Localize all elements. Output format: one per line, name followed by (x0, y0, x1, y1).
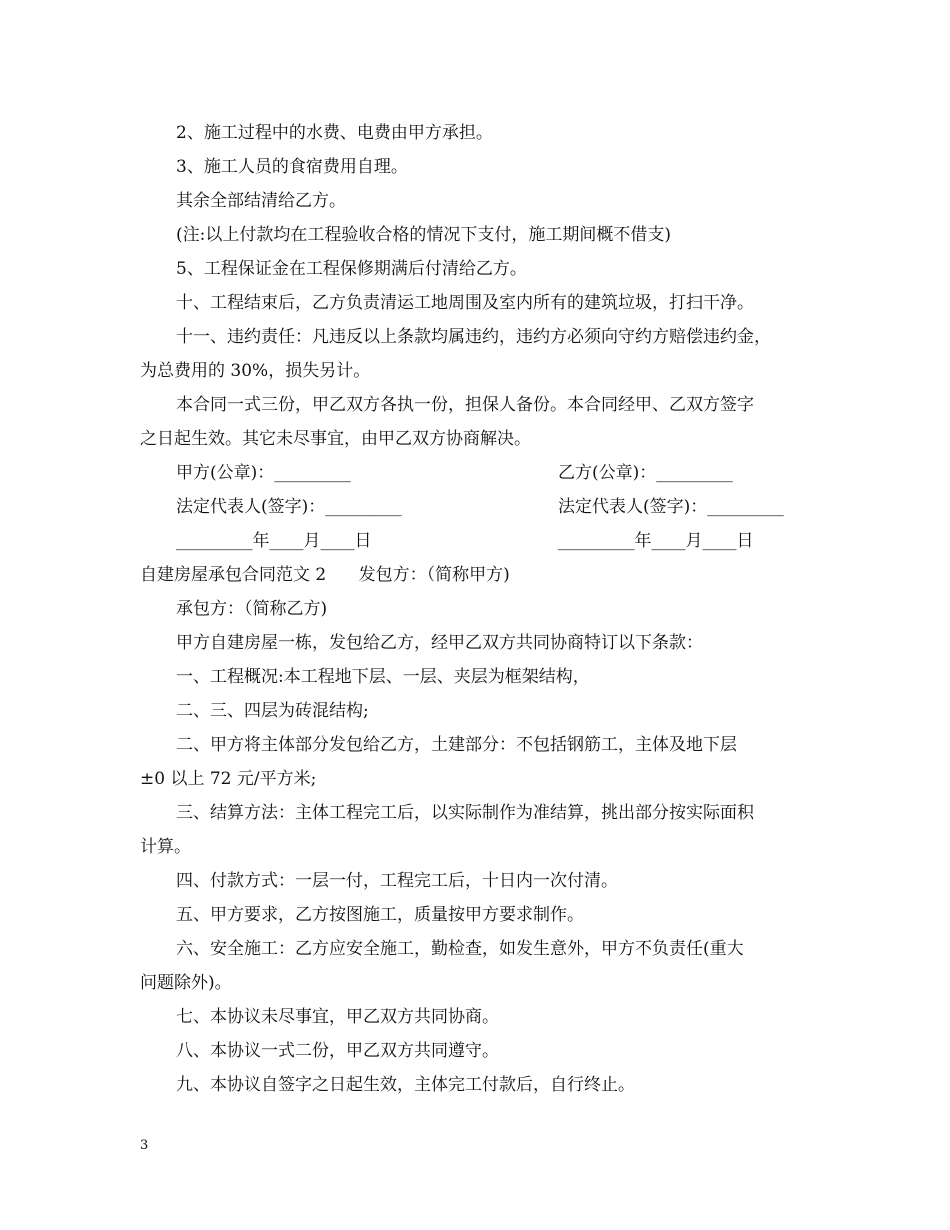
paragraph-water-electricity: 2、施工过程中的水费、电费由甲方承担。 (176, 123, 493, 143)
party-a-seal-field: 甲方(公章)：_________ (176, 463, 351, 483)
paragraph-settlement-continued: 计算。 (140, 837, 191, 857)
party-a-representative-field: 法定代表人(签字)：_________ (176, 497, 402, 517)
paragraph-safety-continued: 问题除外)。 (140, 973, 232, 993)
paragraph-room-board: 3、施工人员的食宿费用自理。 (176, 157, 408, 177)
paragraph-copies: 本合同一式三份，甲乙双方各执一份，担保人备份。本合同经甲、乙双方签字 (176, 395, 754, 415)
paragraph-breach: 十一、违约责任：凡违反以上条款均属违约，违约方必须向守约方赔偿违约金， (176, 327, 771, 347)
contract-heading-line: 自建房屋承包合同范文 2 发包方：（简称甲方) (140, 565, 510, 585)
paragraph-effective-date: 九、本协议自签字之日起生效，主体完工付款后，自行终止。 (176, 1075, 635, 1095)
paragraph-copies-two: 八、本协议一式二份，甲乙双方共同遵守。 (176, 1041, 499, 1061)
paragraph-scope-continued: ±0 以上 72 元/平方米; (140, 769, 317, 789)
paragraph-balance: 其余全部结清给乙方。 (176, 191, 346, 211)
paragraph-settlement: 三、结算方法：主体工程完工后，以实际制作为准结算，挑出部分按实际面积 (176, 803, 754, 823)
signature-row-date (140, 524, 814, 558)
paragraph-cleanup: 十、工程结束后，乙方负责清运工地周围及室内所有的建筑垃圾，打扫干净。 (176, 293, 754, 313)
party-a-date-field: _________年____月____日 (176, 531, 372, 551)
paragraph-intro: 甲方自建房屋一栋，发包给乙方，经甲乙双方共同协商特订以下条款： (176, 633, 703, 653)
paragraph-safety: 六、安全施工：乙方应安全施工，勤检查，如发生意外，甲方不负责任(重大 (176, 939, 744, 959)
page-number: 3 (140, 1138, 149, 1153)
party-b-seal-field: 乙方(公章)：_________ (558, 463, 733, 483)
paragraph-structure: 二、三、四层为砖混结构; (176, 701, 369, 721)
paragraph-payment-method: 四、付款方式：一层一付，工程完工后，十日内一次付清。 (176, 871, 618, 891)
paragraph-unresolved-matters: 七、本协议未尽事宜，甲乙双方共同协商。 (176, 1007, 499, 1027)
party-b-date-field: _________年____月____日 (558, 531, 754, 551)
paragraph-project-overview: 一、工程概况:本工程地下层、一层、夹层为框架结构， (176, 667, 590, 687)
party-b-representative-field: 法定代表人(签字)：_________ (558, 497, 784, 517)
signature-row-representative (140, 490, 814, 524)
paragraph-deposit: 5、工程保证金在工程保修期满后付清给乙方。 (176, 259, 527, 279)
contractor-line: 承包方：（简称乙方) (176, 599, 328, 619)
paragraph-requirements: 五、甲方要求，乙方按图施工，质量按甲方要求制作。 (176, 905, 584, 925)
signature-row-seal (140, 456, 814, 490)
paragraph-payment-note: (注:以上付款均在工程验收合格的情况下支付，施工期间概不借支) (176, 225, 671, 245)
paragraph-copies-continued: 之日起生效。其它未尽事宜，由甲乙双方协商解决。 (140, 429, 531, 449)
paragraph-breach-continued: 为总费用的 30%，损失另计。 (140, 361, 371, 381)
document-body (140, 116, 814, 1102)
paragraph-scope: 二、甲方将主体部分发包给乙方，土建部分：不包括钢筋工，主体及地下层 (176, 735, 737, 755)
